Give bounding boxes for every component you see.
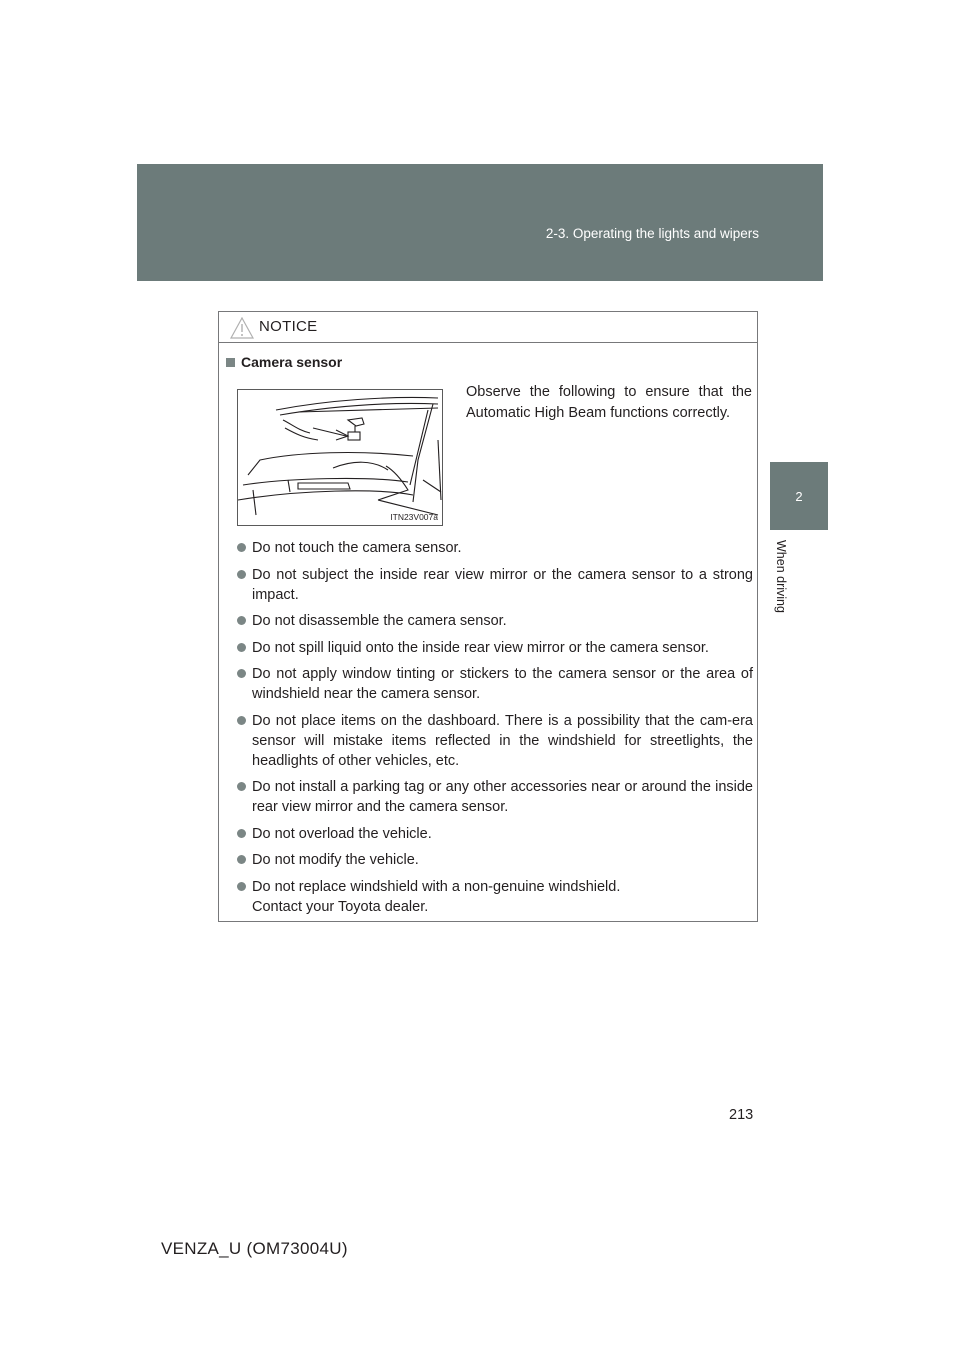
list-item-continuation: Contact your Toyota dealer. [252, 898, 429, 915]
notice-title: NOTICE [259, 318, 318, 335]
page-number: 213 [729, 1107, 754, 1123]
model-code: VENZA_U (OM73004U) [161, 1239, 348, 1258]
section-heading-text: Camera sensor [241, 354, 343, 370]
notice-box [218, 311, 758, 922]
bullet-dot-icon [237, 716, 246, 725]
notice-bullet-list [237, 538, 753, 917]
chapter-number: 2 [795, 488, 803, 504]
bullet-dot-icon [237, 643, 246, 652]
bullet-dot-icon [237, 882, 246, 891]
list-item: Do not apply window tinting or stickers to the camera sensor or the area of windshield near the camera sensor. [237, 664, 753, 704]
list-item: Do not spill liquid onto the inside rear view mirror or the camera sensor. [237, 638, 753, 658]
list-item: Do not replace windshield with a non-genuine windshield. [237, 877, 753, 897]
list-item: Do not place items on the dashboard. There is a possibility that the cam-era sensor will mistake items reflected in the windshield for streetlights, the headlights of other vehicles, etc. [237, 711, 753, 771]
warning-triangle-icon [230, 317, 254, 339]
list-item: Do not modify the vehicle. [237, 850, 753, 870]
bullet-dot-icon [237, 829, 246, 838]
list-item: Do not subject the inside rear view mirror or the camera sensor to a strong impact. [237, 565, 753, 605]
list-item: Do not install a parking tag or any other accessories near or around the inside rear view mirror and the camera sensor. [237, 777, 753, 817]
list-item: Do not overload the vehicle. [237, 824, 753, 844]
section-heading [226, 354, 342, 370]
camera-sensor-illustration [237, 389, 443, 526]
chapter-tab [770, 462, 828, 530]
header-band [137, 164, 823, 281]
illustration-code: ITN23V007a [390, 512, 438, 522]
intro-text: Observe the following to ensure that the Automatic High Beam functions correctly. [466, 384, 752, 421]
notice-header [219, 312, 757, 343]
bullet-dot-icon [237, 616, 246, 625]
square-bullet-icon [226, 358, 235, 367]
list-item: Do not touch the camera sensor. [237, 538, 753, 558]
list-item: Do not disassemble the camera sensor. [237, 611, 753, 631]
bullet-dot-icon [237, 669, 246, 678]
section-title: 2-3. Operating the lights and wipers [545, 226, 759, 241]
bullet-dot-icon [237, 570, 246, 579]
windshield-camera-drawing [238, 390, 442, 525]
bullet-dot-icon [237, 855, 246, 864]
chapter-label: When driving [774, 540, 788, 613]
bullet-dot-icon [237, 543, 246, 552]
bullet-dot-icon [237, 782, 246, 791]
